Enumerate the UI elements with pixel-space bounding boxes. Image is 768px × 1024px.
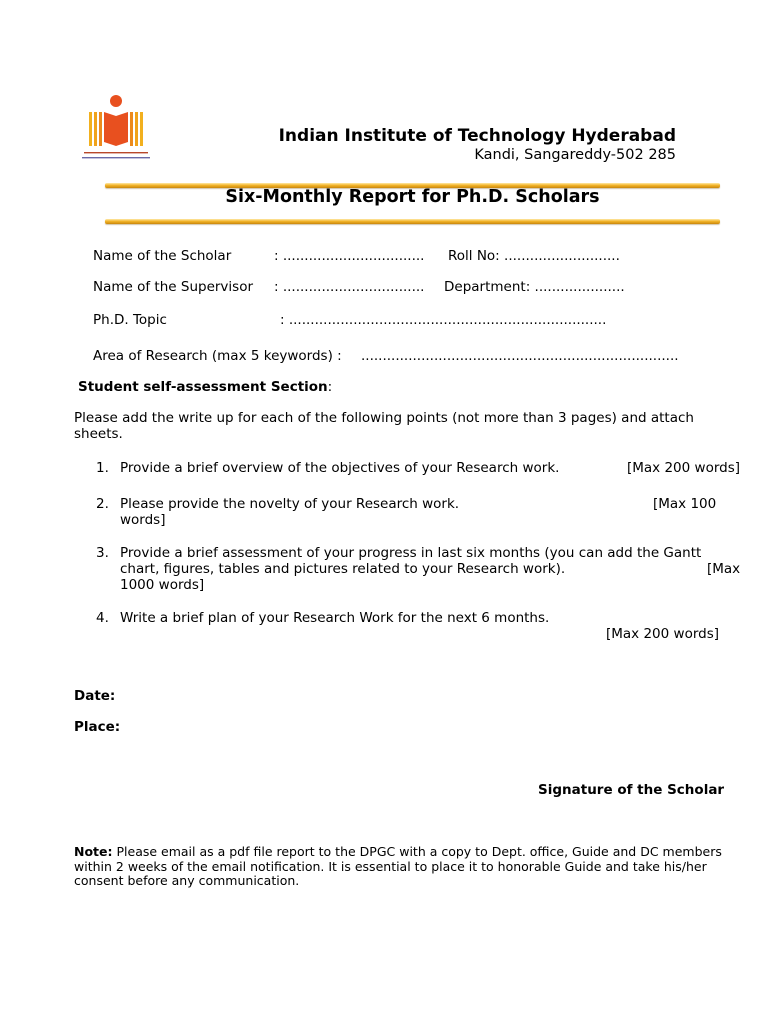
phd-topic-label: Ph.D. Topic	[93, 312, 167, 328]
signature-label: Signature of the Scholar	[538, 782, 725, 798]
word-limit-cont: words]	[120, 512, 166, 528]
date-label: Date:	[74, 688, 116, 704]
self-assessment-heading: Student self-assessment Section:	[78, 379, 333, 395]
word-limit: [Max 100	[653, 496, 717, 512]
list-item: 3. Provide a brief assessment of your progress in last six months (you can add the Gantt chart, figures, tables and pictures related to your Research work). [Max 1000 words]	[96, 545, 741, 593]
footer-note: Note: Please email as a pdf file report to the DPGC with a copy to Dept. office, Guide and DC members within 2 weeks of the email notification. It is essential to place it to honorable Guide and take his/her consent before any communication.	[74, 844, 722, 888]
iith-logo-icon	[80, 94, 152, 166]
word-limit-cont: 1000 words]	[120, 577, 205, 593]
supervisor-label: Name of the Supervisor	[93, 279, 254, 295]
word-limit: [Max 200 words]	[627, 460, 741, 476]
research-area-field[interactable]: ..........................................................................	[361, 348, 679, 364]
department-field[interactable]: Department: .....................	[444, 279, 625, 295]
scholar-name-label: Name of the Scholar	[93, 248, 232, 264]
title-rule-bottom	[105, 219, 720, 224]
institute-address: Kandi, Sangareddy-502 285	[474, 147, 676, 163]
word-limit: [Max 200 words]	[606, 626, 720, 642]
list-item: 4. Write a brief plan of your Research Work for the next 6 months. [Max 200 words]	[96, 610, 720, 642]
scholar-name-field[interactable]: : .................................	[274, 248, 425, 264]
research-area-label: Area of Research (max 5 keywords) :	[93, 348, 346, 364]
institute-name: Indian Institute of Technology Hyderabad	[278, 126, 676, 146]
report-title: Six-Monthly Report for Ph.D. Scholars	[225, 187, 600, 207]
list-item: 2. Please provide the novelty of your Research work. [Max 100 words]	[96, 496, 746, 530]
list-item: 1. Provide a brief overview of the objectives of your Research work. [Max 200 words]	[96, 460, 741, 476]
place-label: Place:	[74, 719, 121, 735]
phd-topic-field[interactable]: : ..........................................................................	[280, 312, 607, 328]
word-limit: [Max	[707, 561, 741, 577]
supervisor-field[interactable]: : .................................	[274, 279, 425, 295]
instruction-text: Please add the write up for each of the following points (not more than 3 pages) and attach sheets.	[74, 410, 694, 442]
roll-no-field[interactable]: Roll No: ...........................	[448, 248, 620, 264]
